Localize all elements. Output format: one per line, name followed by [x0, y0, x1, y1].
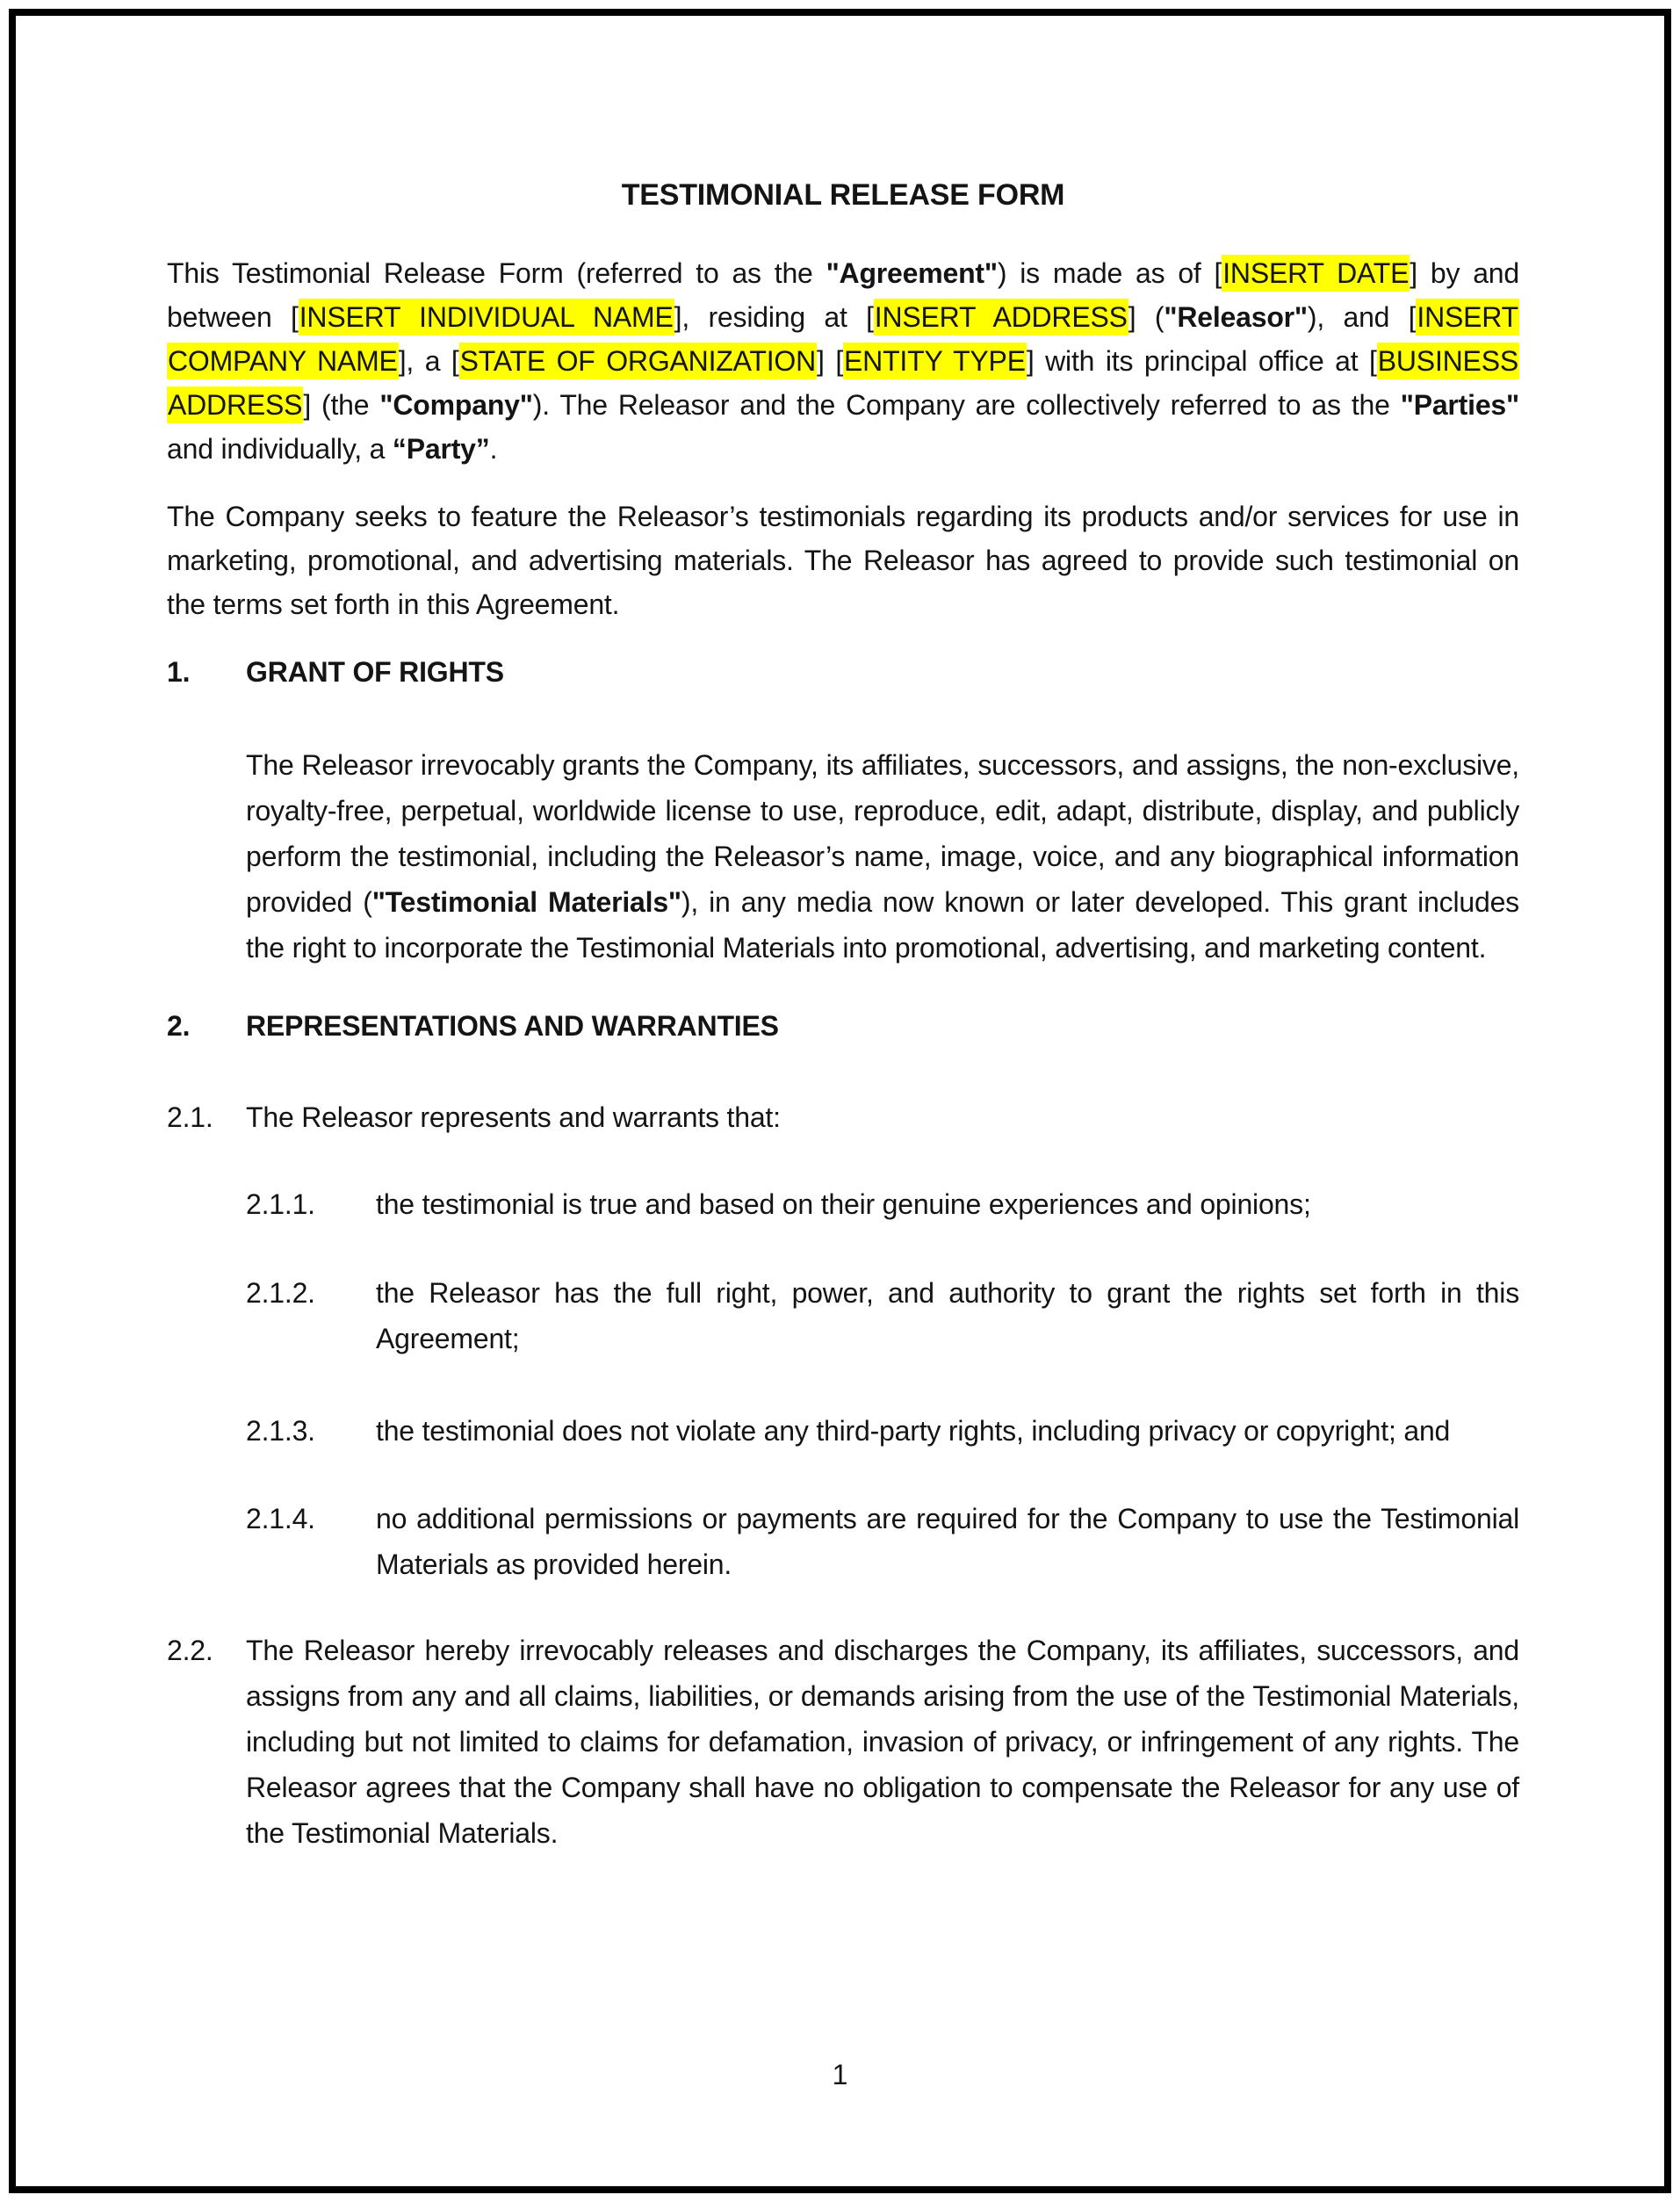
clause-2-2-number: 2.2.: [167, 1635, 213, 1666]
section-2-number: 2.: [167, 1010, 191, 1042]
text-run: ] with its principal office at [: [1026, 345, 1377, 377]
clause-2-1-4: [246, 1496, 1519, 1587]
section-2-heading: [167, 1004, 1519, 1048]
placeholder-highlight: INSERT INDIVIDUAL NAME: [299, 299, 674, 336]
placeholder-highlight: INSERT ADDRESS: [874, 299, 1128, 336]
bold-term: "Agreement": [826, 257, 998, 289]
text-run: ) is made as of [: [997, 257, 1222, 289]
bold-term: "Company": [379, 389, 533, 421]
text-run: The Releasor irrevocably grants the Company, its affiliates, successors, and assigns, the non-exclusive, royalty-free, perpetual, worldwide license to use, reproduce, edit, adapt, distribute, display, and publicly perform the testimonial, including the Releasor’s name, image, voice, and any biographical information provided (: [246, 749, 1519, 918]
text-run: .: [489, 433, 498, 465]
clause-2-1-1: [246, 1181, 1519, 1227]
clause-2-1-number: 2.1.: [167, 1101, 213, 1133]
clause-2-1-4-text: no additional permissions or payments are required for the Company to use the Testimonial Materials as provided herein.: [376, 1503, 1519, 1580]
clause-2-1-text: The Releasor represents and warrants that:: [246, 1101, 781, 1133]
text-run: and individually, a: [167, 433, 393, 465]
text-run: ], residing at [: [674, 301, 874, 333]
clause-2-1-2: [246, 1270, 1519, 1361]
clause-2-1: [167, 1094, 1519, 1140]
section-1-heading-label: GRANT OF RIGHTS: [246, 656, 504, 688]
section-2-heading-label: REPRESENTATIONS AND WARRANTIES: [246, 1010, 779, 1042]
text-run: ), and [: [1307, 301, 1417, 333]
intro-paragraph-2: The Company seeks to feature the Releasor’s testimonials regarding its products and/or services for use in marketing, promotional, and advertising materials. The Releasor has agreed to provide such testimonial on the terms set forth in this Agreement.: [167, 501, 1519, 620]
text-run: This Testimonial Release Form (referred to as the: [167, 257, 826, 289]
clause-2-1-3-text: the testimonial does not violate any third-party rights, including privacy or copyright; and: [376, 1415, 1451, 1447]
intro-paragraph-1: [167, 251, 1519, 471]
section-1-body: [246, 742, 1519, 971]
clause-2-1-2-number: 2.1.2.: [246, 1277, 315, 1309]
text-run: ], a [: [398, 345, 459, 377]
section-1-heading: [167, 650, 1519, 694]
clause-2-1-1-number: 2.1.1.: [246, 1188, 315, 1220]
placeholder-highlight: ENTITY TYPE: [843, 343, 1027, 379]
clause-2-2: [167, 1628, 1519, 1856]
placeholder-highlight: BUSINESS ADDRESS: [167, 343, 1519, 423]
placeholder-highlight: STATE OF ORGANIZATION: [459, 343, 817, 379]
text-run: ). The Releasor and the Company are collectively referred to as the: [532, 389, 1401, 421]
document-content: [167, 173, 1519, 1856]
text-run: ] (: [1128, 301, 1164, 333]
text-run: ), in any media now known or later developed. This grant includes the right to incorporate the Testimonial Materials into promotional, advertising, and marketing content.: [246, 886, 1519, 964]
clause-2-1-3: [246, 1408, 1519, 1454]
clause-2-1-2-text: the Releasor has the full right, power, and authority to grant the rights set forth in this Agreement;: [376, 1277, 1519, 1354]
text-run: ] by and between [: [167, 257, 1519, 333]
bold-term: "Parties": [1400, 389, 1519, 421]
bold-term: “Party”: [392, 433, 490, 465]
document-title: TESTIMONIAL RELEASE FORM: [621, 178, 1065, 212]
bold-term: "Testimonial Materials": [371, 886, 681, 918]
section-1-number: 1.: [167, 656, 191, 688]
placeholder-highlight: INSERT COMPANY NAME: [167, 299, 1519, 379]
bold-term: "Releasor": [1164, 301, 1308, 333]
clause-2-1-3-number: 2.1.3.: [246, 1415, 315, 1447]
clause-2-2-text: The Releasor hereby irrevocably releases and discharges the Company, its affiliates, successors, and assigns from any and all claims, liabilities, or demands arising from the use of the Testimonial Materials, including but not limited to claims for defamation, invasion of privacy, or infringement of any rights. The Releasor agrees that the Company shall have no obligation to compensate the Releasor for any use of the Testimonial Materials.: [246, 1635, 1519, 1849]
placeholder-highlight: INSERT DATE: [1222, 255, 1410, 292]
text-run: ] [: [817, 345, 844, 377]
clause-2-1-1-text: the testimonial is true and based on their genuine experiences and opinions;: [376, 1188, 1311, 1220]
clause-2-1-4-number: 2.1.4.: [246, 1503, 315, 1534]
page-number: 1: [832, 2059, 848, 2090]
text-run: ] (the: [303, 389, 380, 421]
